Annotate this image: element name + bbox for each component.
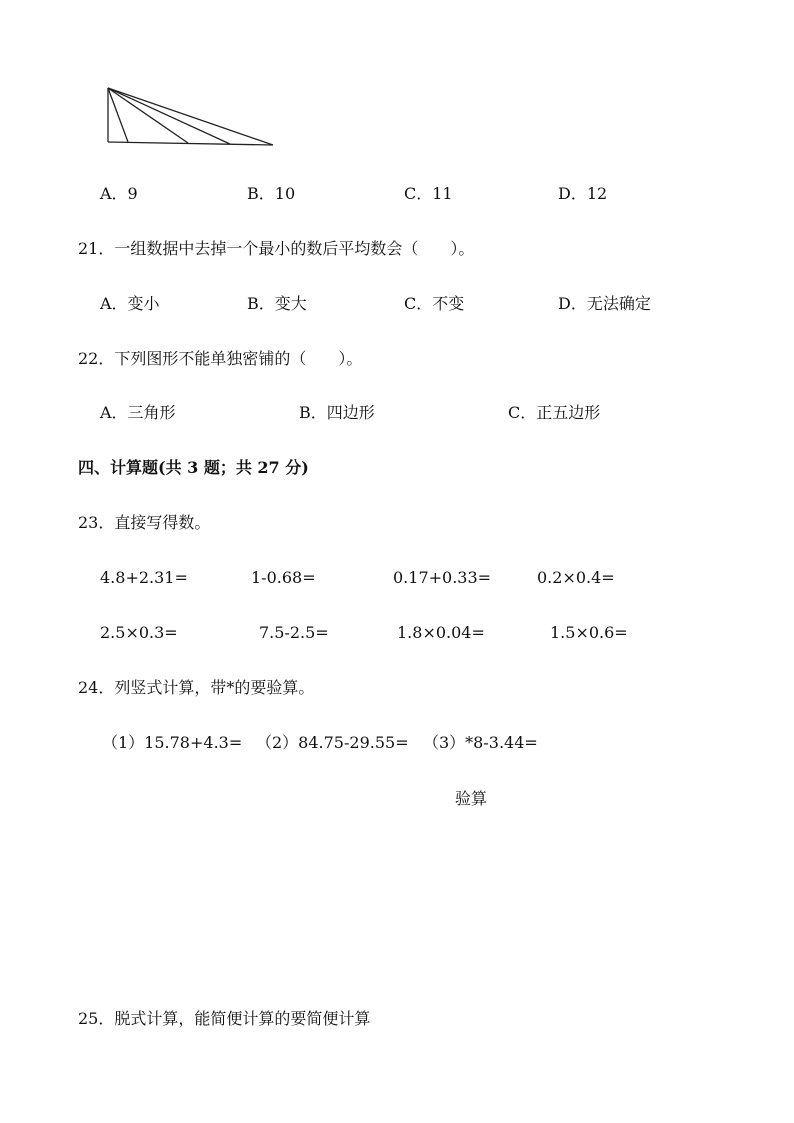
q21-option-c: C．不变	[404, 294, 465, 313]
q23-expression: 1.8×0.04=	[397, 623, 485, 642]
q21-option-a: A．变小	[100, 294, 160, 313]
q23-expression: 0.17+0.33=	[393, 568, 492, 587]
q21-option-d: D．无法确定	[558, 294, 651, 313]
q23-expression: 0.2×0.4=	[537, 568, 615, 587]
q20-option-b: B．10	[247, 184, 296, 203]
q23-expression: 1-0.68=	[251, 568, 316, 587]
q22-option-c: C．正五边形	[508, 403, 601, 422]
q20-option-c: C．11	[404, 184, 453, 203]
triangle-base	[108, 142, 273, 145]
q23-expression: 1.5×0.6=	[550, 623, 628, 642]
q24-item-2: （2）84.75-29.55=	[256, 733, 409, 752]
q23-stem: 23．直接写得数。	[78, 513, 211, 532]
q24-stem: 24．列竖式计算，带*的要验算。	[78, 678, 315, 697]
triangle-hypotenuse	[108, 88, 273, 145]
q21-stem: 21．一组数据中去掉一个最小的数后平均数会（ ）。	[78, 239, 475, 258]
q25-stem: 25．脱式计算，能简便计算的要简便计算	[78, 1009, 371, 1028]
q23-expression: 7.5-2.5=	[259, 623, 329, 642]
q24-item-3: （3）*8-3.44=	[423, 733, 538, 752]
triangle-figure	[104, 86, 279, 150]
q24-check-label: 验算	[455, 789, 488, 808]
q24-item-1: （1）15.78+4.3=	[102, 733, 243, 752]
section-heading: 四、计算题(共 3 题；共 27 分)	[78, 458, 309, 477]
q22-option-b: B．四边形	[299, 403, 375, 422]
q23-expression: 2.5×0.3=	[100, 623, 178, 642]
q20-option-d: D．12	[558, 184, 608, 203]
q20-option-a: A．9	[100, 184, 138, 203]
q22-stem: 22．下列图形不能单独密铺的（ ）。	[78, 349, 363, 368]
q21-option-b: B．变大	[247, 294, 307, 313]
q22-option-a: A．三角形	[100, 403, 176, 422]
q23-expression: 4.8+2.31=	[100, 568, 188, 587]
triangle-divider-line	[108, 88, 188, 143]
